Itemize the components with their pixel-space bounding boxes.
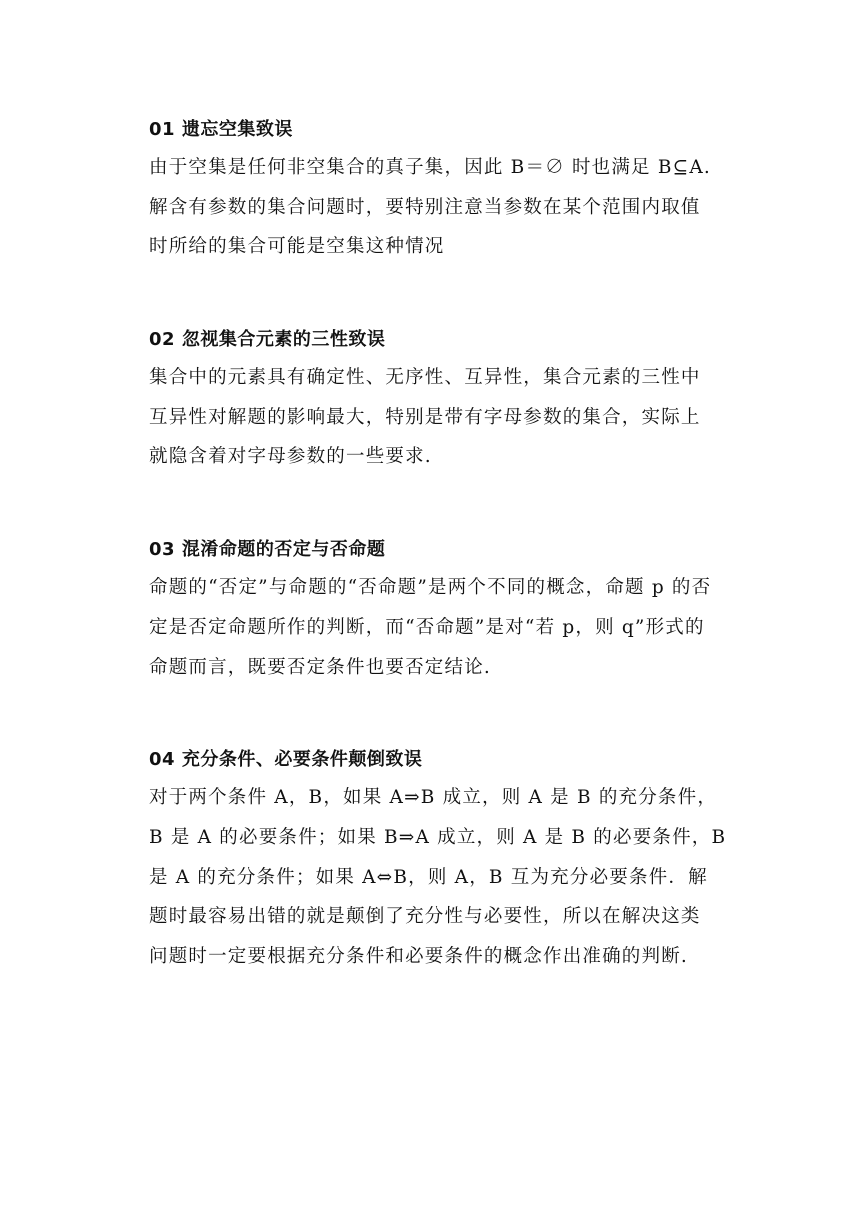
paragraph-line: 是 A 的充分条件；如果 A⇔B，则 A，B 互为充分必要条件．解 (149, 866, 708, 888)
paragraph-line: B 是 A 的必要条件；如果 B⇒A 成立，则 A 是 B 的必要条件，B (149, 826, 727, 848)
paragraph-line: 解含有参数的集合问题时，要特别注意当参数在某个范围内取值 (149, 196, 701, 218)
section-heading: 04 充分条件、必要条件颠倒致误 (149, 749, 423, 771)
section-02 (149, 322, 724, 477)
paragraph-line: 由于空集是任何非空集合的真子集，因此 B＝∅ 时也满足 B⊆A. (149, 157, 711, 178)
section-heading: 02 忽视集合元素的三性致误 (149, 329, 386, 351)
document-page (149, 112, 727, 977)
paragraph-line: 命题的“否定”与命题的“否命题”是两个不同的概念，命题 p 的否 (149, 577, 712, 599)
section-03 (149, 532, 724, 687)
section-04 (149, 742, 727, 976)
paragraph-line: 题时最容易出错的就是颠倒了充分性与必要性，所以在解决这类 (149, 906, 701, 928)
paragraph-line: 就隐含着对字母参数的一些要求. (149, 446, 432, 468)
paragraph-line: 互异性对解题的影响最大，特别是带有字母参数的集合，实际上 (149, 406, 701, 428)
paragraph-line: 集合中的元素具有确定性、无序性、互异性，集合元素的三性中 (149, 367, 701, 389)
section-heading: 03 混淆命题的否定与否命题 (149, 539, 386, 561)
paragraph-line: 问题时一定要根据充分条件和必要条件的概念作出准确的判断. (149, 945, 688, 967)
paragraph-line: 对于两个条件 A，B，如果 A⇒B 成立，则 A 是 B 的充分条件， (149, 787, 718, 809)
paragraph-line: 时所给的集合可能是空集这种情况 (149, 236, 445, 258)
section-heading: 01 遗忘空集致误 (149, 119, 293, 140)
paragraph-line: 命题而言，既要否定条件也要否定结论. (149, 656, 491, 678)
section-01 (149, 112, 724, 267)
paragraph-line: 定是否定命题所作的判断，而“否命题”是对“若 p，则 q”形式的 (149, 616, 705, 638)
